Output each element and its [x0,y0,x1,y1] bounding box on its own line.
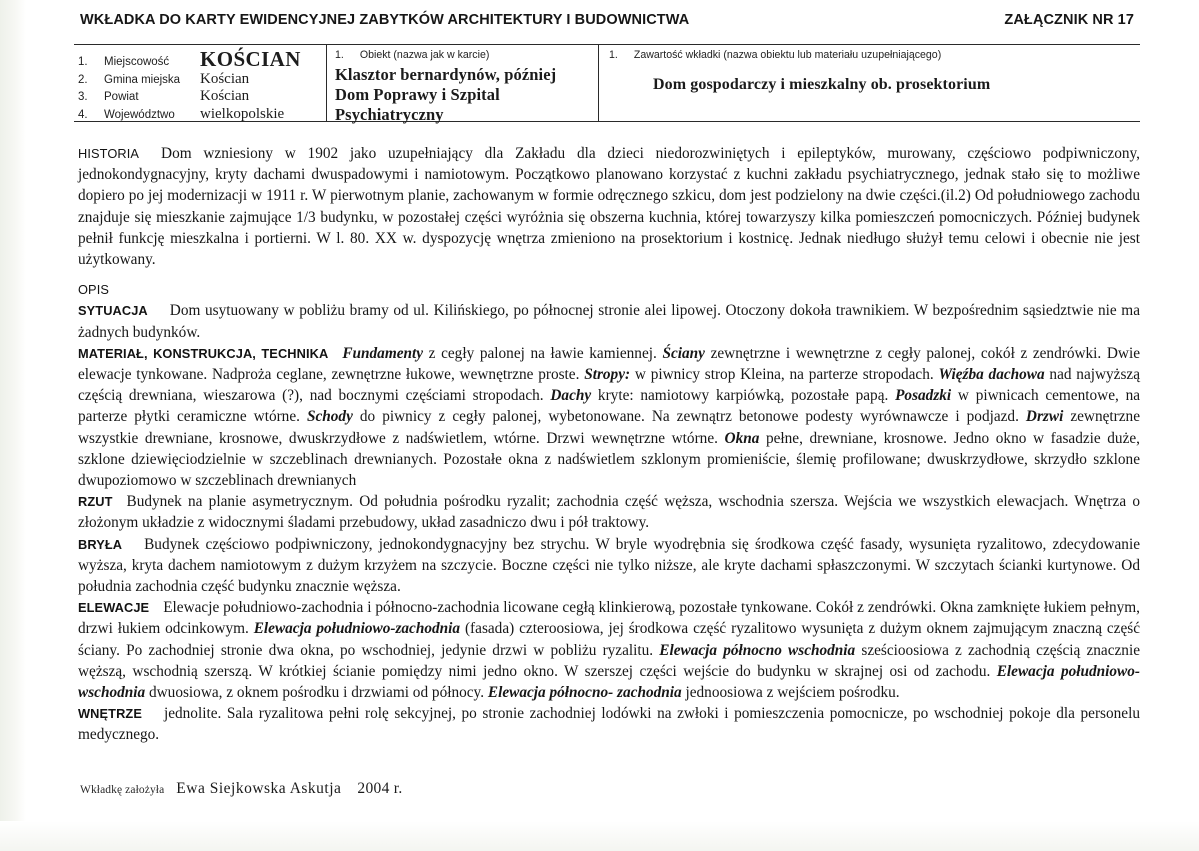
info-table [74,44,1140,122]
table-row [78,106,326,124]
footer-lead-label: Wkładkę założyła [80,784,165,796]
object-name: Klasztor bernardynów, później Dom Poprawy i Szpital Psychiatryczny [335,65,557,124]
section-sytuacja [78,300,1140,342]
section-text-material: Fundamenty z cegły palonej na ławie kamiennej. Ściany zewnętrzne i wewnętrzne z cegły palonej, cokół z zendrówki. Dwie elewacje tynkowane. Nadproża ceglane, zewnętrzne łukowe, wewnętrzne proste. Stropy: w piwnicy strop Kleina, na parterze stropodach. Więźba dachowa nad najwyższą częścią drewniana, wieszarowa (?), nad bocznymi częściami stropodach. Dachy kryte: namiotowy karpiówką, pozostałe papą. Posadzki w piwnicach cementowe, na parterze płytki ceramiczne wtórne. Schody do piwnicy z cegły palonej, wybetonowane. Na zewnątrz betonowe podesty wyrównawcze i podjazd. Drzwi zewnętrzne wszystkie drewniane, krosnowe, dwuskrzydłowe z nadświetlem, wtórne. Drzwi wewnętrzne wtórne. Okna pełne, drewniane, krosnowe. Jedno okno w fasadzie duże, szklone dziewięciodzielnie w szczeblinach drewnianych. Pozostałe okna z nadświetlem szklonym promieniście, ślemię profilowane; dwuskrzydłowe, skrzydło szklone dwupoziomowo w szczeblinach drewnianych [78,344,1141,490]
object-caption-label: Obiekt (nazwa jak w karcie) [359,49,490,61]
document-body [78,143,1140,746]
section-material [78,343,1140,491]
row-value: KOŚCIAN [200,47,301,71]
section-label-opis: OPIS [78,282,109,298]
section-text-elewacje: Elewacje południowo-zachodnia i północno-zachodnia licowane cegłą klinkierową, pozostałe tynkowane. Cokół z zendrówki. Okna zamknięte łukiem pełnym, drzwi łukiem odcinkowym. Elewacja południowo-zachodnia (fasada) czteroosiowa, jej środkowa część ryzalitowo wysunięta z dużym oknem zajmującym znaczną część ściany. Po zachodniej stronie dwa okna, po wschodniej, jedynie drzwi w pobliżu ryzalitu. Elewacja północno wschodnia sześcioosiowa z zachodnią częścią znacznie węższą, wschodnią szerszą. W krótkiej ścianie pomiędzy nimi jedno okno. W szerszej części wejście do budynku w skrajnej osi od zachodu. Elewacja południowo-wschodnia dwuosiowa, z oknem pośrodku i drzwiami od północy. Elewacja północno- zachodnia jednoosiowa z wejściem pośrodku. [78,599,1140,702]
row-label: Miejscowość [104,56,170,68]
section-rzut [78,491,1140,533]
section-label-rzut: RZUT [78,494,113,510]
section-text-historia: Dom wzniesiony w 1902 jako uzupełniający dla Zakładu dla dzieci niedorozwiniętych i epileptyków, murowany, częściowo podpiwniczony, jednokondygnacyjny, kryty dachami dwuspadowymi i namiotowym. Początkowo planowano korzystać z kuchni zakładu psychiatrycznego, jednak stało się to możliwe dopiero po jej modernizacji w 1911 r. W pierwotnym planie, zachowanym w formie odręcznego szkicu, dom jest podzielony na dwie części.(il.2) Od południowego zachodu znajduje się mieszkanie zajmujące 1/3 budynku, w pozostałej części wyróżnia się obszerna kuchnia, której towarzyszy kilka pomieszczeń pomocniczych. Później budynek pełnił funkcję mieszkalna i portierni. W l. 80. XX w. dyspozycję wnętrza zmieniono na prosektorium i kostnicę. Jednak niedługo służył temu celowi i obecnie nie jest użytkowany. [78,145,1140,269]
row-number: 3. [78,91,88,104]
content-caption [609,49,1134,62]
section-historia [78,143,1140,270]
section-label-bryla: BRYŁA [78,536,123,552]
footer-year: 2004 r. [357,780,403,797]
section-label-elewacje: ELEWACJE [78,600,150,616]
section-bryla [78,534,1140,598]
table-row [78,88,326,106]
scan-edge-tint-left [0,0,26,851]
row-value: Kościan [200,88,250,105]
locality-rows [78,49,326,123]
section-elewacje [78,597,1140,703]
section-label-wnetrze: WNĘTRZE [78,706,142,722]
footer-author: Ewa Siejkowska Askutja [176,780,342,797]
section-opis [78,279,1140,300]
section-wnetrze [78,703,1140,745]
table-cell-object [326,45,598,124]
row-label: Województwo [104,108,175,121]
row-label: Gmina miejska [104,73,181,86]
row-number: 2. [78,73,88,86]
table-cell-locality [74,45,326,121]
document-footer [80,780,403,798]
document-header [80,12,1140,28]
row-value: Kościan [200,70,250,87]
row-number: 4. [78,108,88,121]
section-text-wnetrze: jednolite. Sala ryzalitowa pełni rolę sekcyjnej, po stronie zachodniej lodówki na zwłoki i pomieszczenia pomocnicze, po wschodniej pokoje dla personelu medycznego. [78,705,1140,744]
table-row [78,49,326,71]
section-text-rzut: Budynek na planie asymetrycznym. Od południa pośrodku ryzalit; zachodnia część węższa, wschodnia szersza. Wejścia we wszystkich elewacjach. Wnętrza o złożonym układzie z widocznymi śladami przebudowy, układ zasadniczo dwu i pół traktowy. [78,493,1140,532]
content-caption-label: Zawartość wkładki (nazwa obiektu lub materiału uzupełniającego) [633,49,942,61]
annex-number: ZAŁĄCZNIK NR 17 [1004,12,1134,28]
section-label-sytuacja: SYTUACJA [78,303,148,319]
spacer [78,270,1140,279]
table-row [78,71,326,89]
section-text-bryla: Budynek częściowo podpiwniczony, jednokondygnacyjny bez strychu. W bryle wyodrębnia się środkowa część fasady, wysunięta ryzalitowo, zdecydowanie wyższa, kryta dachem namiotowym z dużym krzyżem na szczycie. Boczne części nie tylko niższe, ale kryte dachami spłaszczonymi. W szczytach ścianki kurtynowe. Od południa zachodnia część budynku znacznie węższa. [78,535,1140,596]
table-cell-content [598,45,1140,121]
content-caption-number: 1. [609,49,618,61]
section-text-sytuacja: Dom usytuowany w pobliżu bramy od ul. Kilińskiego, po północnej stronie alei lipowej. Otoczony dokoła trawnikiem. W bezpośrednim sąsiedztwie nie ma żadnych budynków. [78,302,1140,341]
row-value: wielkopolskie [200,105,285,122]
object-caption [335,49,592,62]
section-label-historia: HISTORIA [78,146,140,161]
content-name: Dom gospodarczy i mieszkalny ob. prosektorium [653,76,991,93]
row-number: 1. [78,56,88,68]
row-label: Powiat [104,91,139,104]
object-caption-number: 1. [335,49,344,61]
document-title: WKŁADKA DO KARTY EWIDENCYJNEJ ZABYTKÓW ARCHITEKTURY I BUDOWNICTWA [80,12,690,28]
section-label-material: MATERIAŁ, KONSTRUKCJA, TECHNIKA [78,345,329,361]
scan-edge-tint-bottom [0,821,1199,851]
